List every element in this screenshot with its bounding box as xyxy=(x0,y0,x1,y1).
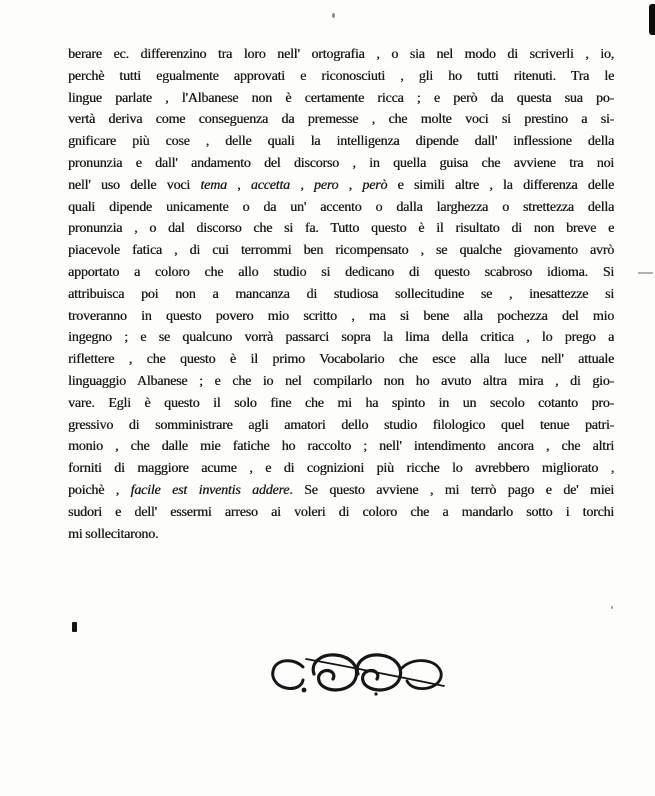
text-segment: , xyxy=(226,177,251,193)
text-line xyxy=(68,153,614,175)
text-line xyxy=(68,306,614,328)
text-segment: , xyxy=(338,177,363,193)
text-segment: ingegno ; e se qualcuno vorrà passarci sopra la lima della critica , lo prego a xyxy=(68,330,614,346)
text-segment: forniti di maggiore acume , e di cognizioni più ricche lo avrebbero migliorato , xyxy=(68,461,614,477)
text-segment: poichè , xyxy=(68,482,131,498)
text-segment: lingue parlate , l'Albanese non è certamente ricca ; e però da questa sua po- xyxy=(68,90,614,106)
italic-text-segment: però xyxy=(362,177,388,193)
text-line xyxy=(68,284,614,306)
text-segment: sudori e dell' essermi arreso ai voleri di coloro che a mandarlo sotto i torchi xyxy=(68,504,614,520)
text-segment: vare. Egli è questo il solo fine che mi ha spinto in un secolo cotanto pro- xyxy=(68,395,614,411)
text-segment: quali dipende unicamente o da un' accento o dalla larghezza o strettezza della xyxy=(68,199,614,215)
ink-speck-mark xyxy=(72,622,77,632)
text-segment: monio , che dalle mie fatiche ho raccolto ; nell' intendimento ancora , che altri xyxy=(68,439,614,455)
text-segment: pronunzia e dall' andamento del discorso , in quella guisa che avviene tra noi xyxy=(68,155,614,171)
text-segment: mi sollecitarono. xyxy=(68,526,159,542)
text-segment: nell' uso delle voci xyxy=(68,177,201,193)
text-segment: e simili altre , la differenza delle xyxy=(387,177,614,193)
text-line xyxy=(68,458,614,480)
text-line xyxy=(68,44,614,66)
text-line xyxy=(68,393,614,415)
text-segment: linguaggio Albanese ; e che io nel compilarlo non ho avuto altra mira , di gio- xyxy=(68,373,614,389)
text-segment: troveranno in questo povero mio scritto , ma si bene alla pochezza del mio xyxy=(68,308,614,324)
scan-speck xyxy=(332,13,335,18)
text-segment: . Se questo avviene , mi terrò pago e de' miei xyxy=(289,482,614,498)
text-line xyxy=(68,524,614,546)
text-segment: pronunzia , o dal discorso che si fa. Tutto questo è il risultato di non breve e xyxy=(68,221,614,237)
scan-speck xyxy=(611,606,613,609)
text-line xyxy=(68,327,614,349)
text-segment: , xyxy=(289,177,314,193)
italic-text-segment: pero xyxy=(313,177,339,193)
text-segment: piacevole fatica , di cui terrommi ben ricompensato , se qualche giovamento avrò xyxy=(68,243,614,259)
text-line xyxy=(68,436,614,458)
text-line xyxy=(68,262,614,284)
text-segment: berare ec. differenzino tra loro nell' ortografia , o sia nel modo di scriverli , io, xyxy=(68,47,614,62)
italic-text-segment: tema xyxy=(200,177,227,193)
text-line xyxy=(68,218,614,240)
text-segment: gressivo di somministrare agli amatori dello studio filologico quel tenue patri- xyxy=(68,417,614,433)
text-line xyxy=(68,240,614,262)
italic-text-segment: accetta xyxy=(250,177,290,193)
paragraph xyxy=(68,44,614,545)
text-segment: apportato a coloro che allo studio si dedicano di questo scabroso idioma. Si xyxy=(68,264,614,280)
scan-edge-artifact xyxy=(649,4,655,35)
text-line xyxy=(68,66,614,88)
italic-text-segment: facile est inventis addere xyxy=(130,482,290,498)
text-segment: attribuisca poi non a mancanza di studiosa sollecitudine se , inesattezze si xyxy=(68,286,614,302)
text-line xyxy=(68,415,614,437)
text-segment: riflettere , che questo è il primo Vocabolario che esce alla luce nell' attuale xyxy=(68,352,614,368)
text-line xyxy=(68,480,614,502)
text-line xyxy=(68,88,614,110)
text-line xyxy=(68,349,614,371)
text-line xyxy=(68,109,614,131)
text-line xyxy=(68,371,614,393)
text-line xyxy=(68,502,614,524)
text-segment: vertà deriva come conseguenza da premesse , che molte voci si prestino a si- xyxy=(68,112,614,128)
text-line xyxy=(68,131,614,153)
text-segment: perchè tutti egualmente approvati e riconosciuti , gli ho tutti ritenuti. Tra le xyxy=(68,68,614,84)
text-segment: gnificare più cose , delle quali la intelligenza dipende dall' inflessione della xyxy=(68,134,614,150)
text-line xyxy=(68,197,614,219)
text-line xyxy=(68,175,614,197)
margin-dash-artifact xyxy=(638,272,653,274)
calligraphic-flourish-ornament xyxy=(270,650,460,710)
